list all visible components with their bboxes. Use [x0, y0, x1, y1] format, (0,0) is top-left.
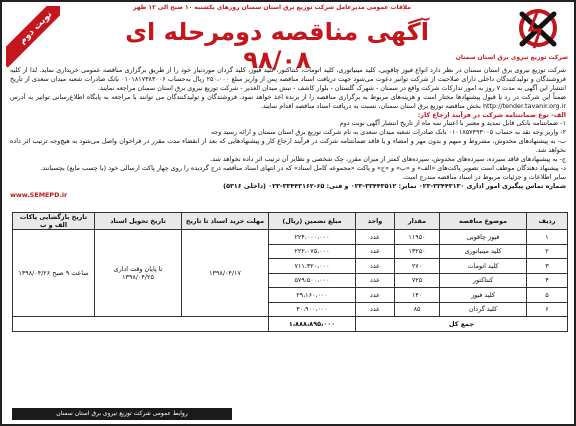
tender-table [12, 212, 568, 332]
cell-row-number: ۳ [527, 259, 568, 274]
total-empty [13, 317, 269, 332]
cell-unit: عدد [356, 273, 395, 288]
cell-amount: ۵۷۹،۵۰۰،۰۰۰ [269, 273, 356, 288]
guarantee-item-1: ۱- ضمانتنامه بانکی قابل تمدید و معتبر با اعتبار سه ماه از تاریخ انتشار آگهی نوبت دوم [339, 119, 566, 128]
col-unit: واحد [356, 213, 395, 230]
total-label: جمع کل [356, 317, 568, 332]
announcement-body [10, 66, 566, 208]
col-row-number: ردیف [527, 213, 568, 230]
cell-unit: عدد [356, 302, 395, 317]
cell-amount: ۲۹،۱۶۰،۰۰۰ [269, 288, 356, 303]
cell-unit: عدد [356, 259, 395, 274]
cell-subject: کلید اتومات [440, 259, 527, 274]
col-guarantee-amount: مبلغ تضمین (ریال) [269, 213, 356, 230]
cell-quantity: ۱۴۰ [395, 288, 440, 303]
company-logo [455, 8, 568, 66]
cell-quantity: ۱۳۲۵۰ [395, 244, 440, 259]
cell-subject: فیوز چاقویی [440, 230, 527, 245]
cell-subject: کلید مینیاتوری [440, 244, 527, 259]
col-quantity: مقدار [395, 213, 440, 230]
cell-quantity: ۸۵ [395, 302, 440, 317]
total-amount: ۱،۸۸۸،۸۹۵،۰۰۰ [269, 317, 356, 332]
cell-quantity: ۷۲۵ [395, 273, 440, 288]
company-caption: شرکت توزیع نیروی برق استان سمنان [455, 54, 568, 61]
page-title: آگهی مناقصه دومرحله ای ۹۸/۰۸ [125, 18, 429, 74]
cell-purchase-deadline: ۱۳۹۸/۰۴/۱۷ [182, 230, 269, 317]
cell-opening-date: ساعت ۹ صبح ۱۳۹۸/۰۴/۲۶ [13, 230, 95, 317]
condition-c: ج- به پیشنهادهای فاقد سپرده، سپرده‌های مخدوش، سپرده‌های کمتر از میزان مقرر، چک شخصی و نظایر آن ترتیب اثر داده نخواهد شد. [210, 155, 566, 164]
more-info: سایر اطلاعات و جزئیات مربوط در اسناد مناقصه مندرج است. [402, 172, 566, 181]
cell-unit: عدد [356, 244, 395, 259]
edition-badge-label: نوبت دوم [6, 6, 60, 68]
cell-amount: ۷۱۱،۳۲۰،۰۰۰ [269, 259, 356, 274]
contact-phones: شماره تماس پیگیری امور اداری ۳۳۴۴۳۱۳۰-۰۲۳ نمابر: ۳۳۴۴۳۵۱۲-۰۲۳ و فنی: ۶۵-۳۳۴۴۳۱۶۲-۰۲۳ (داخلی ۵۳۱۶) [223, 181, 566, 190]
top-notice: ملاقات عمومی مدیرعامل شرکت توزیع برق استان سمنان روزهای یکشنبه ۱۰ صبح الی ۱۲ ظهر [132, 4, 412, 11]
cell-quantity: ۲۷۰ [395, 259, 440, 274]
cell-row-number: ۲ [527, 244, 568, 259]
cell-subject: کلید فیوز [440, 288, 527, 303]
cell-amount: ۳۰،۹۰۰،۰۰۰ [269, 302, 356, 317]
cell-subject: کلید گردان [440, 302, 527, 317]
cell-quantity: ۱۱۹۵۰ [395, 230, 440, 245]
cell-amount: ۲۲۲،۰۷۵،۰۰۰ [269, 244, 356, 259]
cell-amount: ۲۲۴،۰۰۰،۰۰۰ [269, 230, 356, 245]
edition-badge [6, 6, 60, 68]
table-total-row [13, 317, 568, 332]
website-link[interactable]: www.SEMEPD.ir [10, 190, 68, 199]
footer-public-relations: روابط عمومی شرکت توزیع نیروی برق استان سمنان [12, 408, 232, 420]
cell-row-number: ۵ [527, 288, 568, 303]
condition-d: د- پیشنهاد دهندگان موظف است تصویر پاکت‌های «الف» و «ب» و «ج» و پاکت «مجموعه کامل اسناد» که در انتهای اسناد مناقصه درج گردیده را روی چهار پاکت ارسالی خود (با چسب مایع) بچسبانند. [40, 163, 566, 172]
table-row [13, 230, 568, 245]
col-delivery-date: تاریخ تحویل اسناد [95, 213, 182, 230]
cell-row-number: ۴ [527, 273, 568, 288]
cell-row-number: ۶ [527, 302, 568, 317]
cell-subject: کنتاکتور [440, 273, 527, 288]
logo-mark-icon [516, 8, 562, 50]
paragraph-terms: ضمناً این شرکت در رد یا قبول پیشنهادها مختار است و هزینه‌های مربوط به برگزاری مناقصه را از برنده اخذ خواهد نمود. فروشندگان و تولیدکنندگان می توانند با مراجعه به پایگاه اطلاع‌رسانی توانیر به آدرس http://tender.tavanir.org.ir بخش مناقصه توزیع برق استان سمنان، نسبت به دریافت اسناد مناقصه اقدام نمایند. [10, 92, 566, 110]
table-header-row [13, 213, 568, 230]
paragraph-intro: شرکت توزیع نیروی برق استان سمنان در نظر دارد انواع فیوز چاقویی، کلید مینیاتوری، کلید اتومات، کنتاکتور، کلید فیوز، کلید گردان موردنیاز خود را از طریق برگزاری مناقصه عمومی خریداری نماید. لذا از کلیه فروشندگان و تولیدکنندگان داخلی دارای صلاحیت از شرکت توانیر دعوت می‌شود جهت دریافت اسناد مناقصه پس از واریز مبلغ ۲۵۰،۰۰۰ ریال به‌حساب ۰۱۰۱۸۱۷۳۸۳۰۰۶ بانک صادرات شعبه میدان سعدی از تاریخ انتشار این آگهی به مدت ۷ روز به امور تدارکات شرکت واقع در سمنان - شهرک گلستان - بلوار کاشف - نبش میدان الغدیر - شرکت توزیع نیروی برق استان سمنان مراجعه نمایند. [10, 66, 566, 92]
col-opening-date: تاریخ بازگشایی پاکات الف و ب [13, 213, 95, 230]
cell-row-number: ۱ [527, 230, 568, 245]
cell-unit: عدد [356, 288, 395, 303]
col-subject: موضوع مناقصه [440, 213, 527, 230]
col-purchase-deadline: مهلت خرید اسناد تا تاریخ [182, 213, 269, 230]
condition-b: ب- به پیشنهادهای مخدوش، مشروط و مبهم و بدون مهر و امضاء و یا فاقد ضمانتنامه شرکت در فرآیند ارجاع کار و پیشنهادهایی که بعد از انقضاء مدت مقرر در فراخوان واصل می‌شود به هیچ‌وجه ترتیب اثر داده نخواهد شد. [10, 137, 566, 155]
cell-unit: عدد [356, 230, 395, 245]
cell-delivery-date: تا پایان وقت اداری ۱۳۹۸/۰۴/۲۵ [95, 230, 182, 317]
guarantee-item-2: ۲- واریز وجه نقد به حساب ۰۱۰۱۸۵۷۴۹۳۰۰۵ بانک صادرات شعبه میدان سعدی به نام شرکت توزیع برق استان سمنان و ارائه رسید وجه [210, 128, 566, 137]
guarantee-heading: الف- نوع ضمانتنامه شرکت در فرآیند ارجاع کار: [417, 110, 566, 119]
